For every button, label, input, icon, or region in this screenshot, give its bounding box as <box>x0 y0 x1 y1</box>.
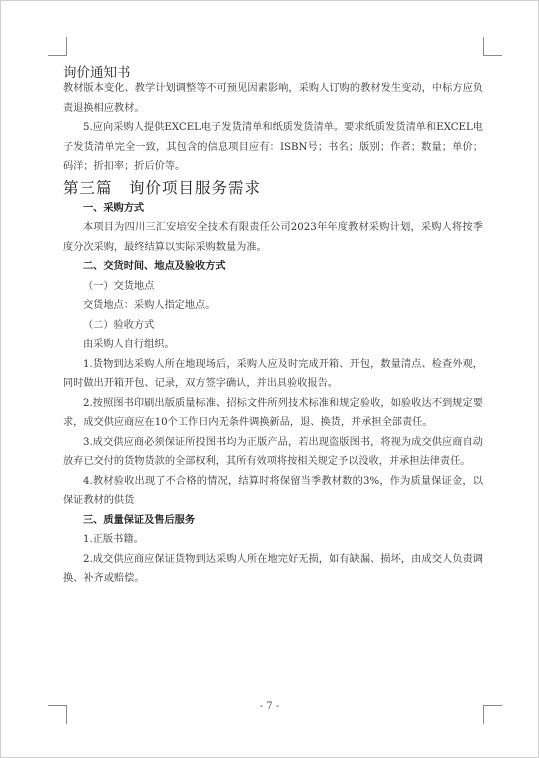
list-item-acceptance-1: 1.货物到达采购人所在地现场后，采购人应及时完成开箱、开包，数量清点、检查外观，同时做出开箱开包、记录，双方签字确认，并出具验收报告。 <box>63 358 483 389</box>
paragraph-delivery-list: 5.应向采购人提供EXCEL电子发货清单和纸质发货清单。要求纸质发货清单和EXCEL电子发货清单完全一致，其包含的信息项目应有：ISBN号；书名；版别；作者；数量；单价；码洋；折扣率；折后价等。 <box>63 122 483 172</box>
heading-delivery: 二、交货时间、地点及验收方式 <box>83 260 226 272</box>
list-item-acceptance-4: 4.教材验收出现了不合格的情况，结算时将保留当季教材数的3%，作为质量保证金，以保证教材的供货 <box>63 475 483 506</box>
paragraph-purchase-method: 本项目为四川三汇安培安全技术有限责任公司2023年年度教材采购计划，采购人将按季度分次采购，最终结算以实际采购数量为准。 <box>63 222 483 253</box>
crop-mark-top-right <box>483 37 502 56</box>
heading-purchase-method: 一、采购方式 <box>83 201 145 214</box>
paragraph-delivery-place: 交货地点：采购人指定地点。 <box>83 300 216 311</box>
document-body <box>63 79 483 589</box>
list-item-quality-1: 1.正版书籍。 <box>83 534 144 545</box>
paragraph-acceptance: 由采购人自行组织。 <box>83 339 175 350</box>
paragraph-textbook-changes: 教材版本变化、教学计划调整等不可预见因素影响，采购人订购的教材发生变动，中标方应负责退换相应教材。 <box>63 83 483 114</box>
list-item-acceptance-3: 3.成交供应商必须保证所投图书均为正版产品，若出现盗版图书，将视为成交供应商自动放弃已交付的货物货款的全部权利，其所有效项将按相关规定予以没收，并承担法律责任。 <box>63 436 483 467</box>
list-item-acceptance-2: 2.按照图书印刷出版质量标准、招标文件所列技术标准和规定验收，如验收达不到规定要求，成交供应商应在10个工作日内无条件调换新品，退、换货，并承担全部责任。 <box>63 397 483 428</box>
section-title: 第三篇 询价项目服务需求 <box>63 178 262 197</box>
subheading-acceptance: （二）验收方式 <box>83 319 155 331</box>
crop-mark-top-left <box>48 37 67 56</box>
subheading-delivery-place: （一）交货地点 <box>83 280 155 292</box>
heading-quality: 三、质量保证及售后服务 <box>83 513 196 526</box>
page-number: - 7 - <box>259 701 280 712</box>
list-item-quality-2: 2.成交供应商应保证货物到达采购人所在地完好无损，如有缺漏、损坏，由成交人负责调换、补齐或赔偿。 <box>63 553 483 584</box>
page-header-title: 询价通知书 <box>63 65 131 81</box>
